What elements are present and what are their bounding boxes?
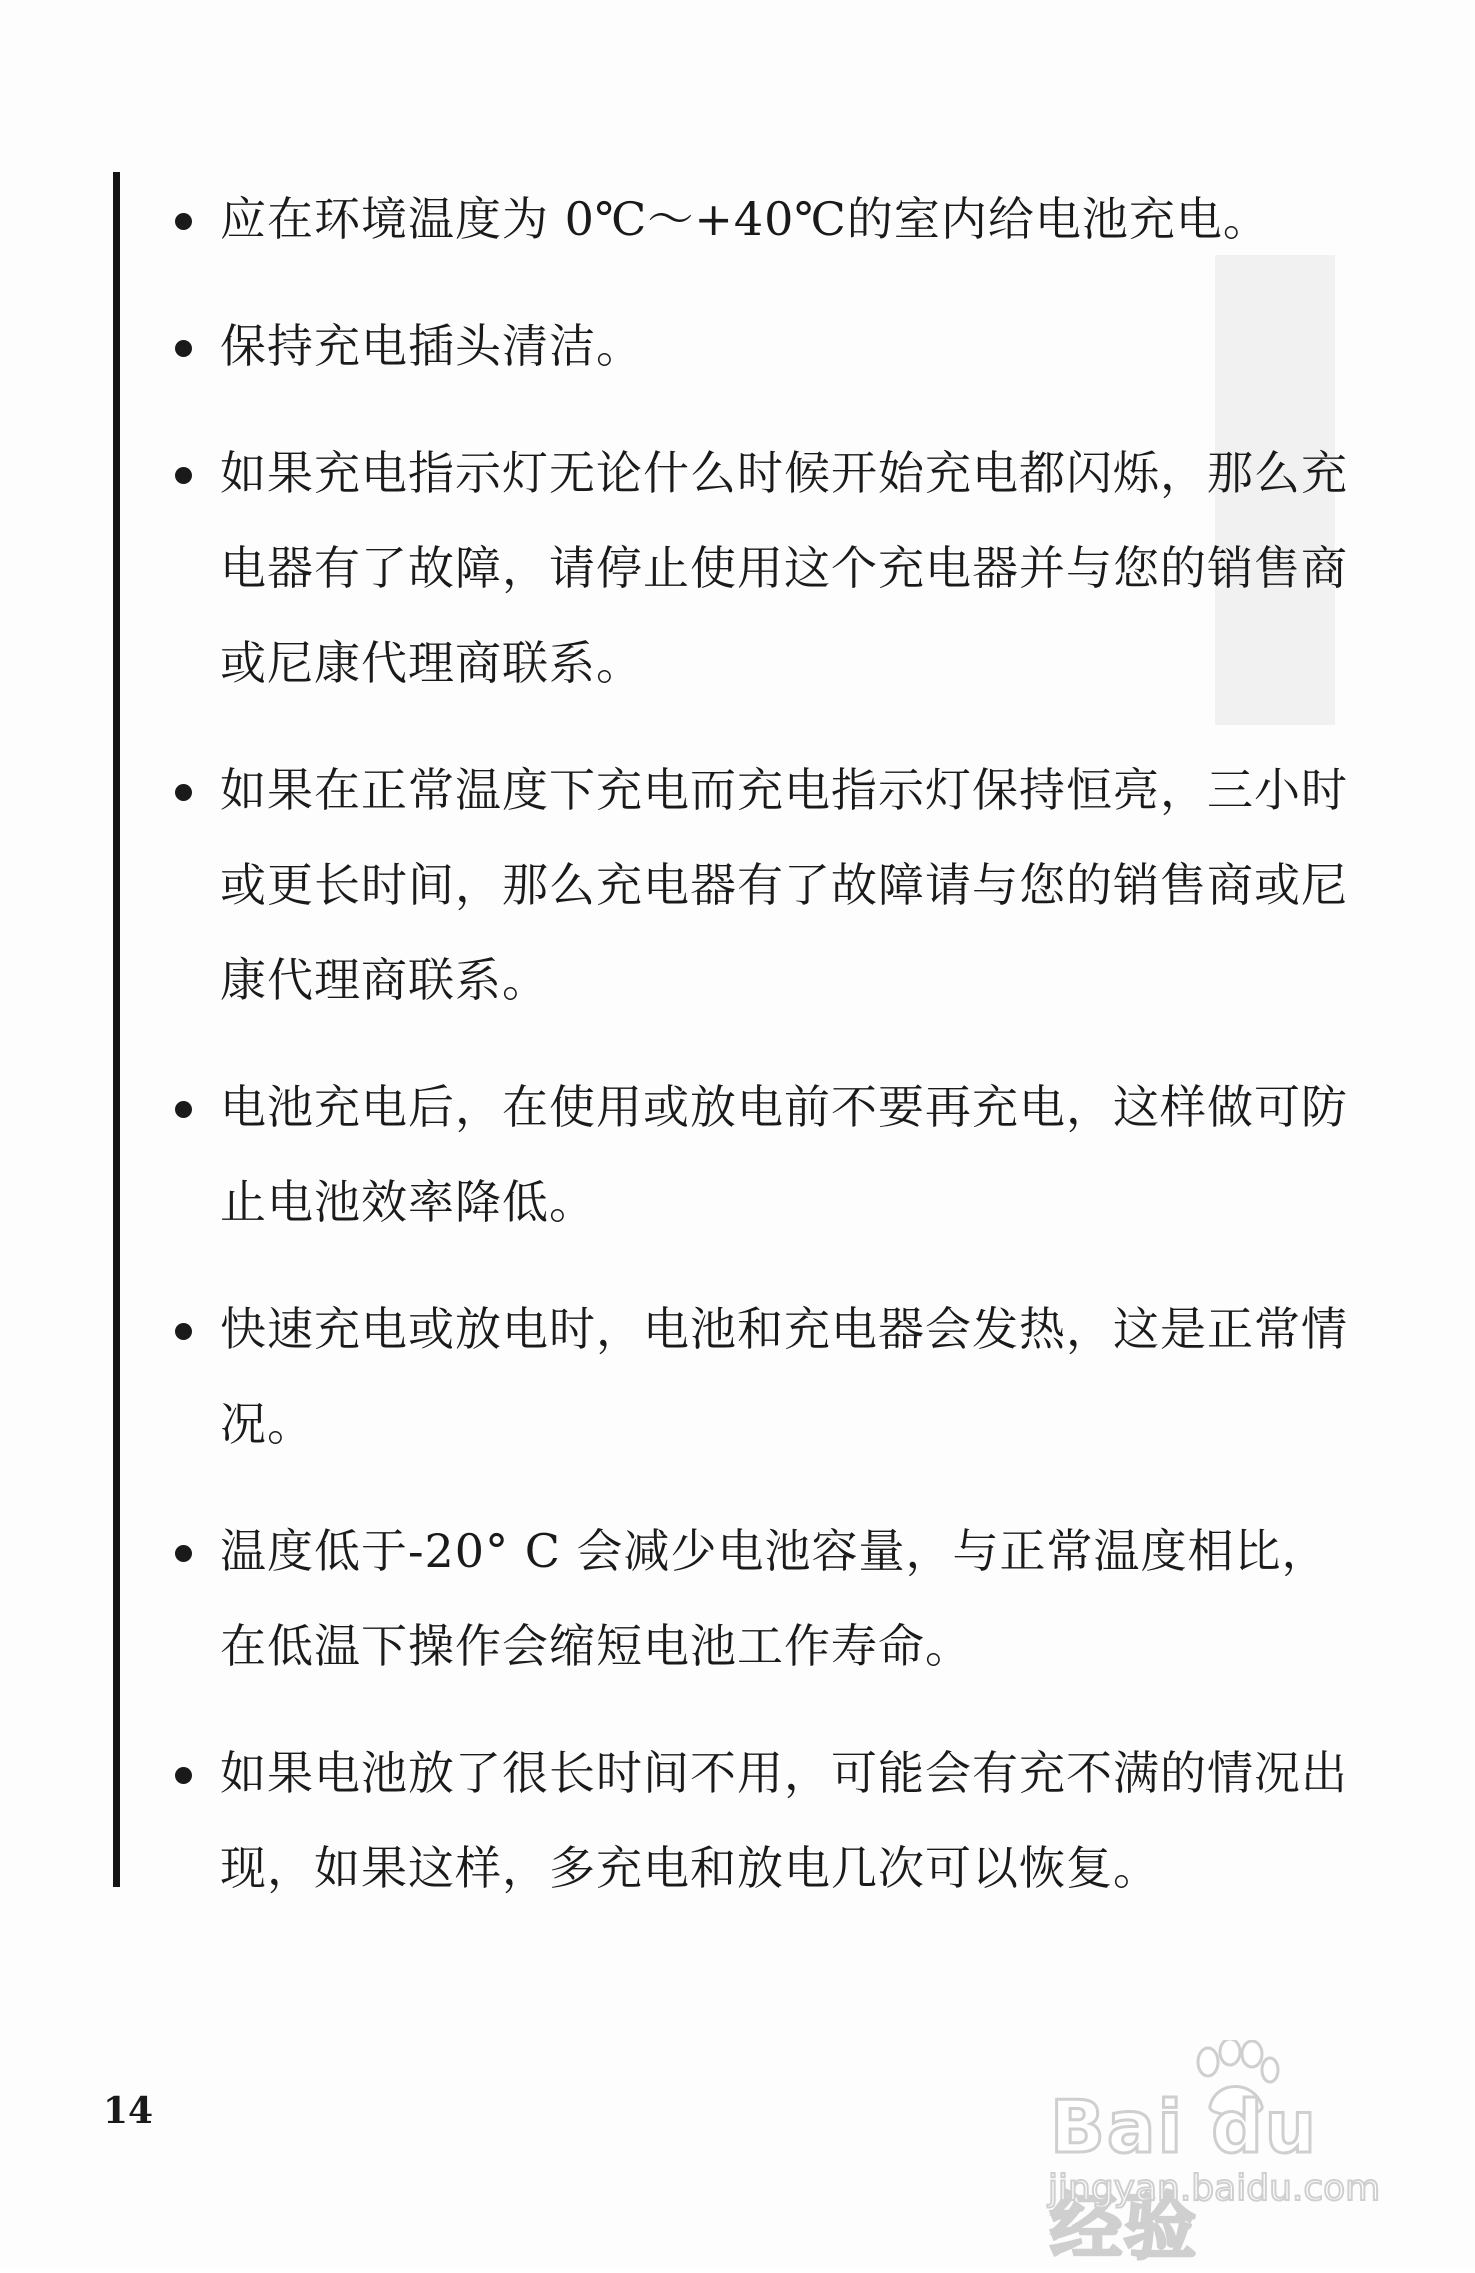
bullet-text: 应在环境温度为 0℃～+40℃的室内给电池充电。	[220, 192, 1270, 246]
list-item	[170, 426, 1360, 711]
list-item	[170, 1504, 1360, 1694]
bullet-dot-icon	[175, 1101, 192, 1118]
bullet-dot-icon	[175, 784, 192, 801]
bullet-text: 如果充电指示灯无论什么时候开始充电都闪烁，那么充电器有了故障，请停止使用这个充电器并与您的销售商或尼康代理商联系。	[220, 446, 1348, 690]
bullet-dot-icon	[175, 1323, 192, 1340]
bullet-dot-icon	[175, 467, 192, 484]
bullet-text: 如果在正常温度下充电而充电指示灯保持恒亮，三小时或更长时间，那么充电器有了故障请与您的销售商或尼康代理商联系。	[220, 763, 1348, 1007]
list-item	[170, 299, 1360, 394]
bullet-text: 电池充电后，在使用或放电前不要再充电，这样做可防止电池效率降低。	[220, 1080, 1348, 1229]
list-item	[170, 1282, 1360, 1472]
bullet-dot-icon	[175, 1545, 192, 1562]
list-item	[170, 1726, 1360, 1916]
bullet-text: 保持充电插头清洁。	[220, 319, 643, 373]
bullet-dot-icon	[175, 213, 192, 230]
baidu-jingyan-watermark	[1040, 2040, 1381, 2269]
left-margin-rule	[113, 172, 120, 1887]
bullet-dot-icon	[175, 340, 192, 357]
bullet-text: 如果电池放了很长时间不用，可能会有充不满的情况出现，如果这样，多充电和放电几次可以恢复。	[220, 1746, 1348, 1895]
list-item	[170, 1060, 1360, 1250]
page-number: 14	[103, 2090, 154, 2132]
watermark-logo: Bai du 经验	[1050, 2085, 1319, 2269]
list-item	[170, 743, 1360, 1028]
battery-care-list	[170, 172, 1360, 1948]
bullet-text: 温度低于-20° C 会减少电池容量，与正常温度相比，在低温下操作会缩短电池工作寿命。	[220, 1524, 1329, 1673]
bullet-dot-icon	[175, 1767, 192, 1784]
bullet-text: 快速充电或放电时，电池和充电器会发热，这是正常情况。	[220, 1302, 1348, 1451]
list-item	[170, 172, 1360, 267]
watermark-url: jingyan.baidu.com	[1048, 2168, 1381, 2209]
